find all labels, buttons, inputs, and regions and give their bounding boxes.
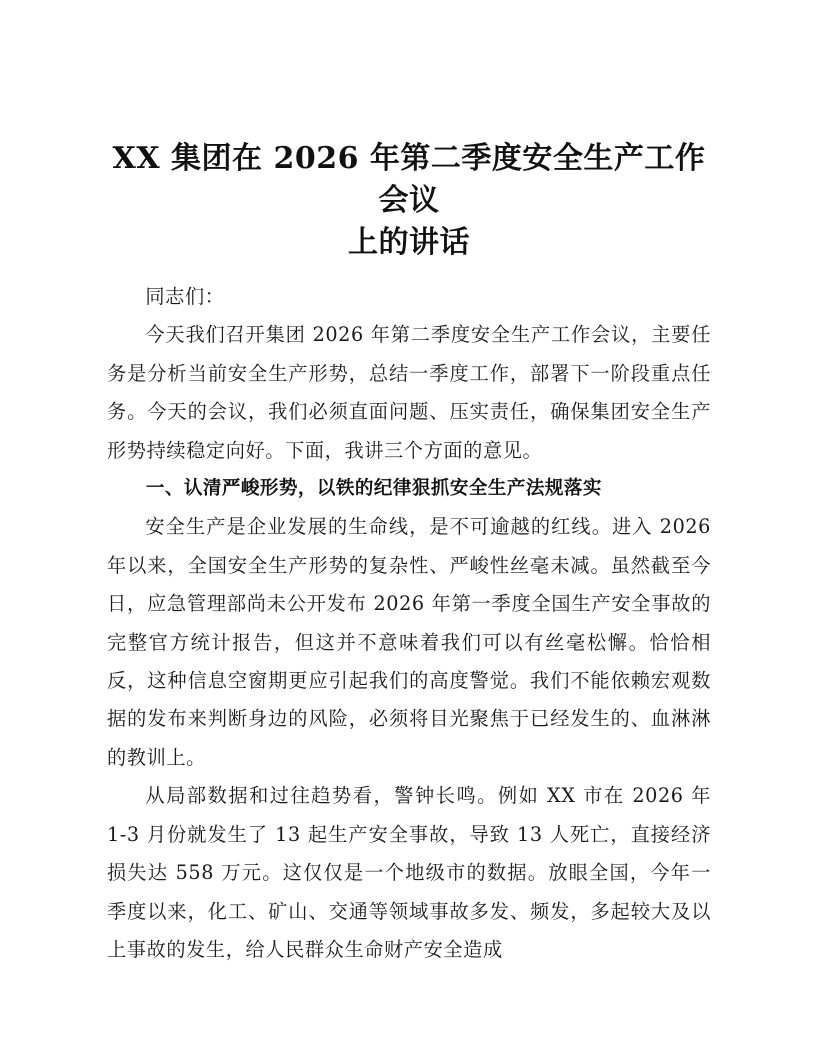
section-1-heading: 一、认清严峻形势，以铁的纪律狠抓安全生产法规落实: [145, 478, 602, 500]
section-1-paragraph-2: 从局部数据和过往趋势看，警钟长鸣。例如 XX 市在 2026 年 1-3 月份就发生了 13 起生产安全事故，导致 13 人死亡，直接经济损失达 558 万元。这仅仅是一个地级市的数据。放眼全国，今年一季度以来，化工、矿山、交通等领域事故多发、频发，多起较大及以上事故的发生，给人民群众生命财产安全造成: [107, 784, 711, 961]
section-1-paragraph-1: 安全生产是企业发展的生命线，是不可逾越的红线。进入 2026 年以来，全国安全生产形势的复杂性、严峻性丝毫未减。虽然截至今日，应急管理部尚未公开发布 2026 年第一季度全国生产安全事故的完整官方统计报告，但这并不意味着我们可以有丝毫松懈。恰恰相反，这种信息空窗期更应引起我们的高度警觉。我们不能依赖宏观数据的发布来判断身边的风险，必须将目光聚焦于已经发生的、血淋淋的教训上。: [107, 515, 711, 769]
title-line-2: 上的讲话: [348, 225, 470, 260]
intro-paragraph: 今天我们召开集团 2026 年第二季度安全生产工作会议，主要任务是分析当前安全生产形势，总结一季度工作，部署下一阶段重点任务。今天的会议，我们必须直面问题、压实责任，确保集团安全生产形势持续稳定向好。下面，我讲三个方面的意见。: [107, 323, 711, 462]
salutation: 同志们：: [145, 285, 225, 308]
document-body: [107, 138, 711, 969]
document-title: [107, 138, 711, 264]
title-line-1: XX 集团在 2026 年第二季度安全生产工作会议: [112, 141, 706, 218]
